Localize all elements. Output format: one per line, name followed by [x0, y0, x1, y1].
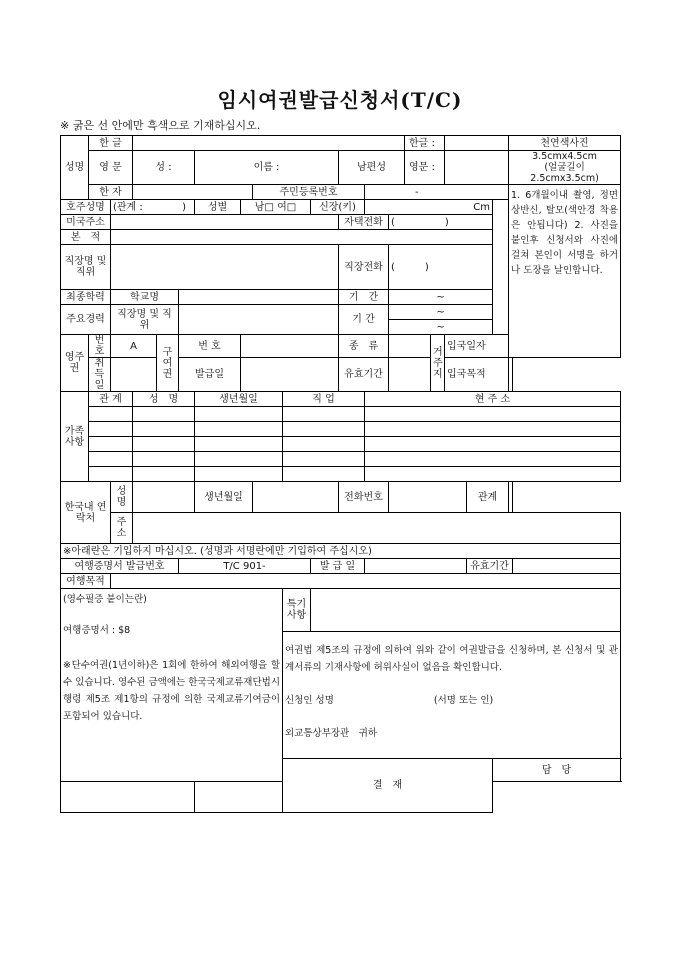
korea-contact-label: 한국내 연락처	[61, 482, 111, 544]
name-section-label: 성명	[61, 136, 89, 200]
passport-validity-field[interactable]	[389, 358, 431, 392]
table-row	[61, 407, 621, 422]
passport-validity-label: 유효기간	[339, 358, 389, 392]
career-period-label: 기 간	[339, 305, 389, 335]
job-field[interactable]	[111, 245, 339, 290]
home-phone-field[interactable]: ( )	[389, 215, 493, 230]
family-header-name: 성 명	[133, 392, 195, 407]
photo-size: 3.5cmx4.5cm (얼굴길이2.5cmx3.5cm)	[509, 151, 621, 185]
us-address-field[interactable]	[111, 215, 339, 230]
school-label: 학교명	[111, 290, 179, 305]
table-row	[61, 467, 621, 482]
pr-label: 영주권	[61, 335, 89, 392]
family-label: 가족사항	[61, 392, 89, 482]
hanja-label: 한 자	[89, 185, 133, 200]
passport-issued-label: 발급일	[179, 358, 241, 392]
work-phone-label: 직장전화	[339, 245, 389, 290]
school-field[interactable]	[179, 290, 339, 305]
contact-relation-label: 관계	[467, 482, 509, 513]
contact-name-label: 성명	[111, 482, 133, 513]
job-label: 직장명 및 직위	[61, 245, 111, 290]
single-passport-note: ※단수여권(1년이하)은 1회에 한하여 해외여행을 할 수 있습니다. 영수된 금액에는 한국국제교류재단법시행령 제5조 제1항의 규정에 의한 국제교류기여금이 포함되어 있습니다.	[63, 660, 280, 722]
form-title: 임시여권발급신청서(T/C)	[217, 88, 463, 112]
family-header-birth: 생년월일	[195, 392, 283, 407]
contact-address-label: 주소	[111, 513, 133, 544]
consul-sign-box	[195, 782, 365, 813]
declaration-text: 여권법 제5조의 규정에 의하여 위와 같이 여권발급을 신청하며, 본 신청서 및 관계서류의 기재사항에 허위사실이 없음을 확인합니다.	[285, 645, 619, 673]
entry-purpose-field[interactable]	[509, 358, 513, 392]
special-field	[311, 589, 621, 632]
cert-number-label: 여행증명서 발급번호	[61, 559, 179, 574]
height-label: 신장(키)	[311, 200, 365, 215]
table-row	[61, 452, 621, 467]
issue-date-label: 발 급 일	[311, 559, 365, 574]
home-phone-label: 자택전화	[339, 215, 389, 230]
sex-name-label: 남편성	[339, 151, 405, 185]
pr-number-field[interactable]: A	[111, 335, 157, 358]
table-row	[61, 422, 621, 437]
career-period-1[interactable]: ~	[389, 305, 493, 320]
fee-amount: 여행증명서 : $8	[63, 625, 131, 636]
career-period-2[interactable]: ~	[389, 320, 493, 335]
travel-purpose-label: 여행목적	[61, 574, 111, 589]
sex-checkboxes[interactable]: 남□ 여□	[241, 200, 311, 215]
hanja-field[interactable]	[133, 185, 253, 200]
pr-number-label: 번 호	[89, 335, 111, 358]
contact-relation-field[interactable]	[509, 482, 513, 513]
work-phone-field[interactable]: ( )	[389, 245, 493, 290]
english-label: 영 문	[89, 151, 133, 185]
given-name-label: 이름 :	[195, 151, 339, 185]
applicant-line: 신청인 성명 (서명 또는 인)	[285, 695, 494, 706]
career-label: 주요경력	[61, 305, 111, 335]
education-label: 최종학력	[61, 290, 111, 305]
rrn-label: 주민등록번호	[253, 185, 365, 200]
surname-label: 성 :	[133, 151, 195, 185]
receipt-label: (영수필증 붙이는란)	[63, 594, 147, 605]
hangul-name-field[interactable]	[133, 136, 405, 151]
career-job-field[interactable]	[179, 305, 339, 335]
passport-number-field[interactable]	[241, 335, 339, 358]
cert-number-value: T/C 901-	[179, 559, 311, 574]
issue-date-field	[365, 559, 467, 574]
family-header-address: 현 주 소	[365, 392, 621, 407]
contact-birth-field[interactable]	[253, 482, 339, 513]
family-header-relation: 관 계	[89, 392, 133, 407]
passport-type-field[interactable]	[389, 335, 431, 358]
contact-phone-field[interactable]	[389, 482, 467, 513]
career-job-label: 직장명 및 직위	[111, 305, 179, 335]
fee-box	[61, 589, 283, 782]
contact-birth-label: 생년월일	[195, 482, 253, 513]
household-relation[interactable]: (관계 : )	[111, 200, 195, 215]
rrn-field[interactable]: -	[365, 185, 509, 200]
old-passport-label: 구여권	[157, 335, 179, 392]
height-field[interactable]: Cm	[365, 200, 493, 215]
special-label: 특기사항	[283, 589, 311, 632]
contact-name-field[interactable]	[133, 482, 195, 513]
addressee: 외교통상부장관 귀하	[285, 728, 378, 739]
passport-number-label: 번 호	[179, 335, 241, 358]
stay-label: 거주지	[431, 335, 445, 392]
edu-period-field[interactable]: ~	[389, 290, 493, 305]
english2-field[interactable]	[445, 151, 509, 185]
photo-instructions: 1. 6개월이내 촬영, 정면상반신, 탈모(색안경 착용은 안됩니다) 2. 사진을 붙인후 신청서와 사진에 걸쳐 본인이 서명을 하거나 도장을 날인합니다.	[509, 185, 621, 358]
entry-purpose-label: 입국목적	[445, 358, 509, 392]
passport-type-label: 종 류	[339, 335, 389, 358]
passport-issued-field[interactable]	[241, 358, 339, 392]
form-note: ※ 굵은 선 안에만 흑색으로 기재하십시오.	[60, 119, 261, 132]
sex-label: 성별	[195, 200, 241, 215]
photo-title: 천연색사진	[509, 136, 621, 151]
table-row	[61, 437, 621, 452]
hangul2-field[interactable]	[445, 136, 509, 151]
edu-period-label: 기 간	[339, 290, 389, 305]
signature-label: (서명 또는 인)	[433, 695, 494, 706]
origin-label: 본 적	[61, 230, 111, 245]
application-form	[60, 135, 621, 813]
us-address-label: 미국주소	[61, 215, 111, 230]
household-label: 호주성명	[61, 200, 111, 215]
pr-acquired-label: 취득일	[89, 358, 111, 392]
entry-date-label: 입국일자	[445, 335, 509, 358]
staff-sign-box	[61, 782, 195, 813]
pr-acquired-field[interactable]	[111, 358, 157, 392]
contact-address-field[interactable]	[133, 513, 621, 544]
staff-label: 담 당	[493, 759, 621, 782]
approval-label: 결 재	[283, 759, 493, 813]
hangul-label: 한 글	[89, 136, 133, 151]
origin-field[interactable]	[111, 230, 493, 245]
contact-phone-label: 전화번호	[339, 482, 389, 513]
family-header-job: 직 업	[283, 392, 365, 407]
office-note: ※아래란은 기입하지 마십시오. (성명과 서명란에만 기입하여 주십시오)	[61, 544, 621, 559]
english2-label: 영문 :	[405, 151, 445, 185]
validity-label: 유효기간	[467, 559, 513, 574]
hangul2-label: 한글 :	[405, 136, 445, 151]
travel-purpose-field	[111, 574, 621, 589]
validity-field	[513, 559, 621, 574]
declaration-box	[283, 632, 621, 759]
